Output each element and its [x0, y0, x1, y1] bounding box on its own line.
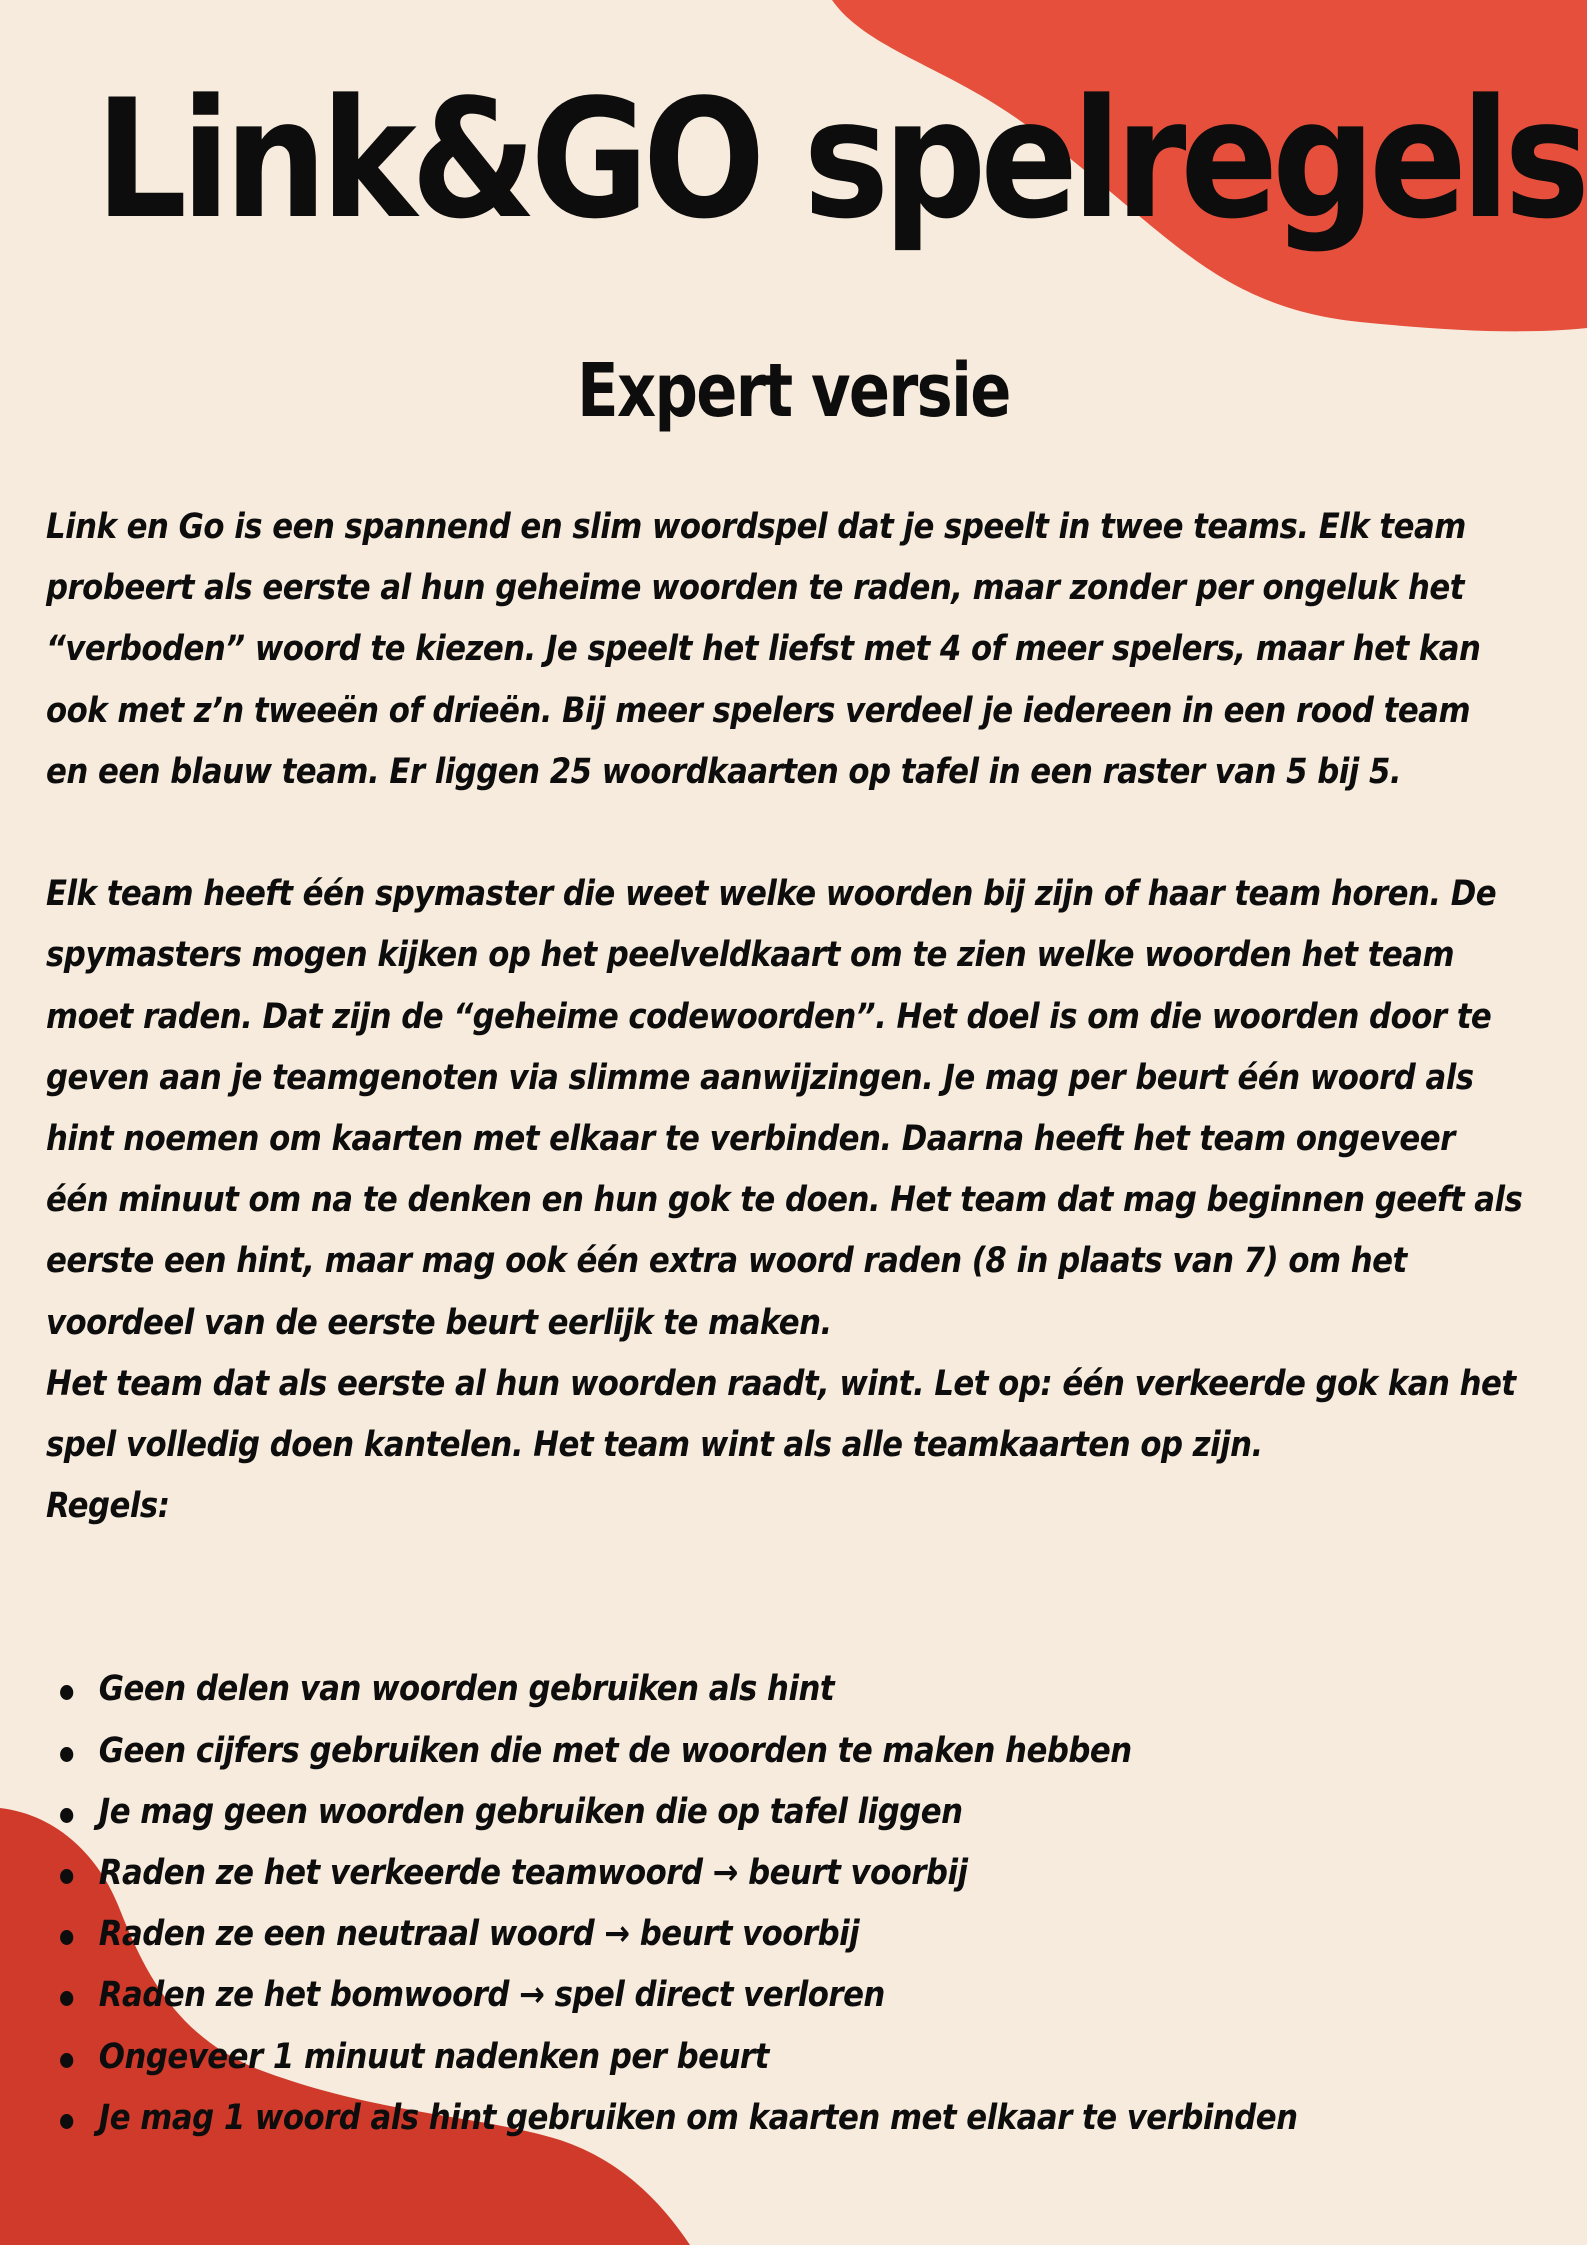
text-line: “verboden” woord te kiezen. Je speelt het liefst met 4 of meer spelers, maar het kan	[46, 629, 1481, 670]
rule-item: Je mag geen woorden gebruiken die op tafel liggen	[60, 1782, 1542, 1843]
rule-item: Raden ze het bomwoord → spel direct verloren	[60, 1965, 1542, 2026]
text-line: probeert als eerste al hun geheime woorden te raden, maar zonder per ongeluk het	[46, 568, 1464, 609]
paragraph-gap	[46, 803, 1542, 864]
intro-paragraph	[46, 497, 1542, 803]
rules-gap	[46, 1537, 1542, 1659]
text-line: geven aan je teamgenoten via slimme aanwijzingen. Je mag per beurt één woord als	[46, 1057, 1474, 1098]
rule-item: Geen delen van woorden gebruiken als hint	[60, 1659, 1542, 1720]
rule-item: Raden ze een neutraal woord → beurt voorbij	[60, 1904, 1542, 1965]
text-line: Het team dat als eerste al hun woorden raadt, wint. Let op: één verkeerde gok kan het	[46, 1363, 1516, 1404]
rule-item: Geen cijfers gebruiken die met de woorden te maken hebben	[60, 1721, 1542, 1782]
rules-heading: Regels:	[46, 1486, 170, 1527]
text-line: Elk team heeft één spymaster die weet welke woorden bij zijn of haar team horen. De	[46, 874, 1497, 915]
spymaster-paragraph	[46, 864, 1542, 1476]
text-line: ook met z’n tweeën of drieën. Bij meer spelers verdeel je iedereen in een rood team	[46, 690, 1471, 731]
rule-item: Je mag 1 woord als hint gebruiken om kaarten met elkaar te verbinden	[60, 2088, 1542, 2149]
page-subtitle: Expert versie	[577, 348, 1010, 434]
text-line: spymasters mogen kijken op het peelveldkaart om te zien welke woorden het team	[46, 935, 1455, 976]
rule-item: Ongeveer 1 minuut nadenken per beurt	[60, 2027, 1542, 2088]
text-line: één minuut om na te denken en hun gok te doen. Het team dat mag beginnen geeft als	[46, 1180, 1523, 1221]
text-line: spel volledig doen kantelen. Het team wint als alle teamkaarten op zijn.	[46, 1425, 1263, 1466]
body-text	[46, 497, 1542, 2149]
text-line: eerste een hint, maar mag ook één extra woord raden (8 in plaats van 7) om het	[46, 1241, 1407, 1282]
text-line: voordeel van de eerste beurt eerlijk te maken.	[46, 1302, 832, 1343]
rules-list	[46, 1659, 1542, 2149]
page-title: Link&GO spelregels	[95, 64, 1584, 255]
text-line: moet raden. Dat zijn de “geheime codewoorden”. Het doel is om die woorden door te	[46, 996, 1492, 1037]
text-line: en een blauw team. Er liggen 25 woordkaarten op tafel in een raster van 5 bij 5.	[46, 751, 1402, 792]
text-line: hint noemen om kaarten met elkaar te verbinden. Daarna heeft het team ongeveer	[46, 1119, 1455, 1160]
text-line: Link en Go is een spannend en slim woordspel dat je speelt in twee teams. Elk team	[46, 507, 1466, 547]
rule-item: Raden ze het verkeerde teamwoord → beurt voorbij	[60, 1843, 1542, 1904]
